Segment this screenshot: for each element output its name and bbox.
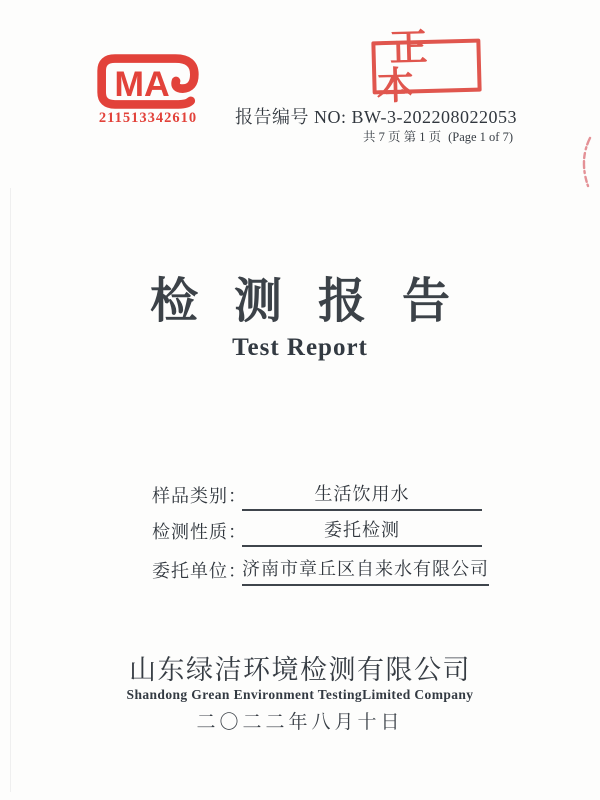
company-name-en: Shandong Grean Environment TestingLimited Company bbox=[126, 687, 474, 702]
pagination-line bbox=[363, 127, 513, 145]
pagination-en: (Page 1 of 7) bbox=[448, 130, 513, 144]
field-sample-type-label: 样品类别： bbox=[152, 486, 247, 506]
cma-mark-letters: MA bbox=[114, 63, 170, 104]
field-client-unit-label: 委托单位： bbox=[152, 561, 247, 581]
pagination-cn: 共 7 页 第 1 页 bbox=[362, 130, 442, 144]
field-test-nature-value: 委托检测 bbox=[242, 516, 482, 547]
field-client-unit-value: 济南市章丘区自来水有限公司 bbox=[242, 555, 489, 586]
report-date: 二〇二二年八月十日 bbox=[196, 712, 404, 733]
report-number-label: 报告编号 NO: bbox=[235, 107, 347, 127]
original-copy-stamp bbox=[371, 26, 481, 108]
field-sample-type bbox=[152, 480, 482, 511]
report-title-cn: 检 测 报 告 bbox=[149, 275, 462, 328]
original-copy-stamp-label: 正本 bbox=[375, 26, 443, 108]
report-number-line bbox=[235, 103, 517, 129]
edge-stamp-arc bbox=[577, 135, 595, 194]
cma-logo-icon bbox=[97, 54, 199, 109]
field-sample-type-value: 生活饮用水 bbox=[242, 480, 482, 511]
field-client-unit bbox=[152, 555, 489, 586]
field-test-nature-label: 检测性质： bbox=[152, 522, 247, 542]
report-number-value: BW-3-202208022053 bbox=[351, 107, 517, 127]
field-test-nature bbox=[152, 516, 482, 547]
report-title-en: Test Report bbox=[232, 334, 368, 361]
cma-certification-mark bbox=[97, 54, 199, 127]
cma-license-number: 211513342610 bbox=[98, 110, 198, 126]
company-name-cn: 山东绿洁环境检测有限公司 bbox=[129, 655, 471, 685]
